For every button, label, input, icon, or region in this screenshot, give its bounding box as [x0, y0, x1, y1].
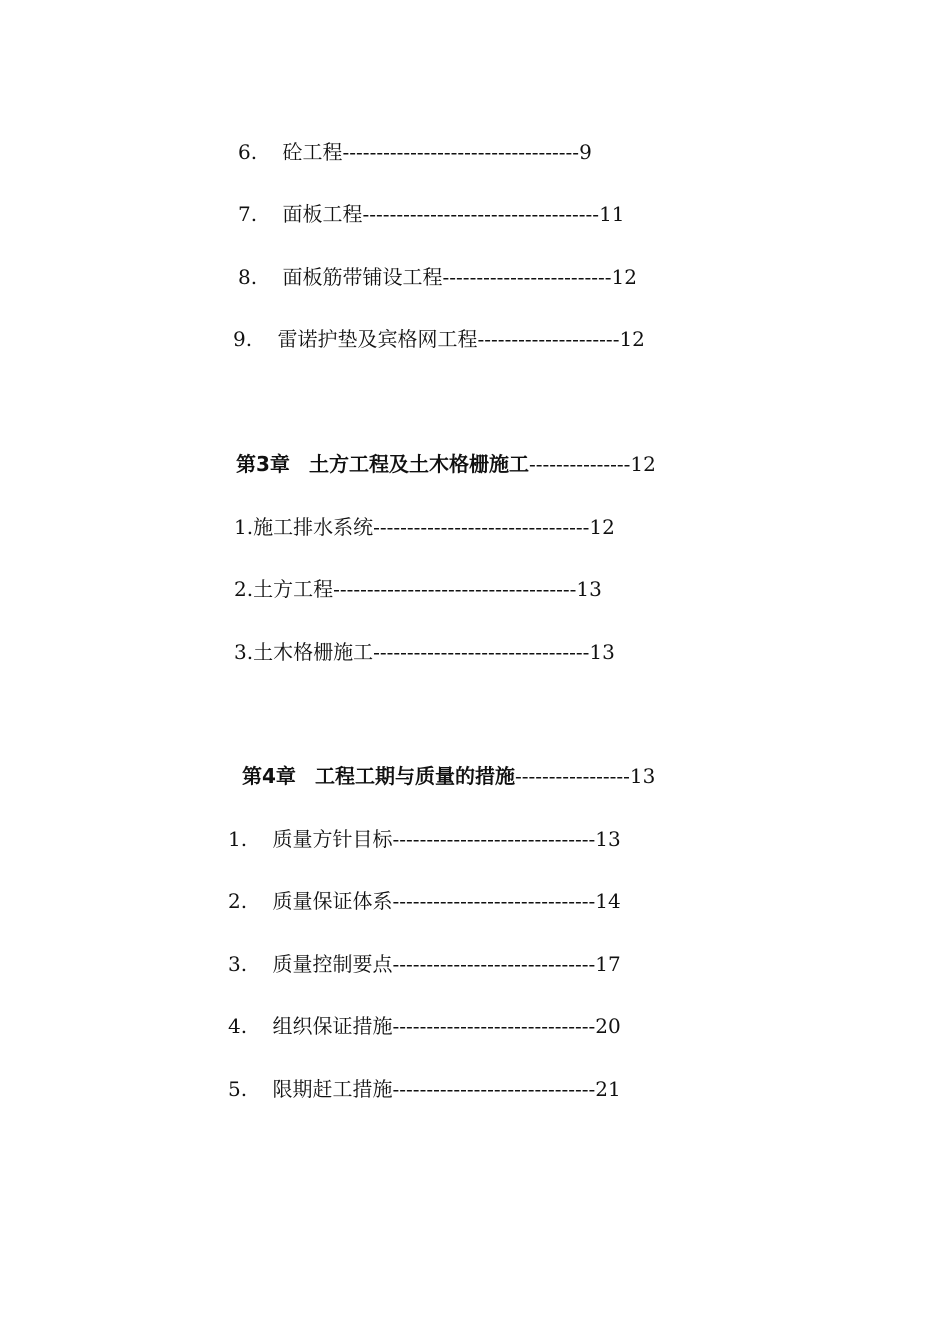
entry-title: 砼工程 — [282, 140, 343, 164]
toc-chapter-3 — [236, 451, 656, 477]
toc-entry-8 — [238, 264, 637, 290]
toc-entry-4-2 — [228, 888, 621, 914]
entry-title: 面板筋带铺设工程 — [282, 265, 443, 289]
entry-title: 土木格栅施工 — [253, 640, 374, 664]
entry-number: 5. — [228, 1077, 248, 1101]
entry-page: 14 — [595, 889, 621, 913]
entry-number: 7. — [238, 202, 258, 226]
entry-page: 12 — [619, 327, 645, 351]
chapter-number: 第4章 — [242, 764, 296, 788]
toc-entry-3-2 — [234, 576, 602, 602]
chapter-title: 土方工程及土木格栅施工 — [309, 452, 529, 476]
chapter-number: 第3章 — [236, 452, 290, 476]
entry-number: 6. — [238, 140, 258, 164]
entry-page: 20 — [595, 1014, 621, 1038]
dot-leader: ------------------------------------ — [333, 577, 577, 601]
toc-entry-4-5 — [228, 1076, 621, 1102]
entry-number: 9. — [233, 327, 253, 351]
toc-entry-4-3 — [228, 951, 621, 977]
dot-leader: ------------------------------ — [392, 952, 596, 976]
toc-chapter-4 — [242, 763, 655, 789]
entry-number: 2. — [228, 889, 248, 913]
entry-title: 面板工程 — [282, 202, 363, 226]
toc-entry-4-4 — [228, 1013, 621, 1039]
entry-title: 施工排水系统 — [253, 515, 374, 539]
dot-leader: ------------------------------ — [392, 827, 596, 851]
dot-leader: ----------------------------------- — [362, 202, 600, 226]
dot-leader: ------------------------------ — [392, 889, 596, 913]
entry-number: 4. — [228, 1014, 248, 1038]
entry-title: 质量控制要点 — [272, 952, 393, 976]
entry-page: 12 — [589, 515, 615, 539]
entry-page: 13 — [576, 577, 602, 601]
toc-entry-7 — [238, 201, 625, 227]
entry-number: 3. — [234, 640, 254, 664]
entry-title: 土方工程 — [253, 577, 334, 601]
entry-page: 9 — [579, 140, 592, 164]
entry-title: 雷诺护垫及宾格网工程 — [277, 327, 478, 351]
entry-page: 13 — [589, 640, 615, 664]
entry-number: 1. — [234, 515, 254, 539]
entry-number: 8. — [238, 265, 258, 289]
dot-leader: --------------- — [529, 452, 631, 476]
entry-page: 12 — [630, 452, 656, 476]
chapter-title: 工程工期与质量的措施 — [315, 764, 515, 788]
entry-number: 3. — [228, 952, 248, 976]
entry-title: 质量方针目标 — [272, 827, 393, 851]
entry-number: 1. — [228, 827, 248, 851]
entry-page: 13 — [629, 764, 656, 788]
toc-entry-6 — [238, 139, 592, 165]
entry-page: 13 — [595, 827, 621, 851]
dot-leader: ------------------------- — [442, 265, 612, 289]
entry-title: 组织保证措施 — [272, 1014, 393, 1038]
toc-entry-9 — [233, 326, 645, 352]
entry-page: 21 — [595, 1077, 621, 1101]
dot-leader: ------------------------------ — [392, 1014, 596, 1038]
entry-page: 12 — [611, 265, 637, 289]
toc-entry-3-3 — [234, 639, 615, 665]
entry-page: 11 — [599, 202, 625, 226]
entry-title: 限期赶工措施 — [272, 1077, 393, 1101]
toc-entry-3-1 — [234, 514, 615, 540]
toc-entry-4-1 — [228, 826, 621, 852]
dot-leader: ------------------------------ — [392, 1077, 596, 1101]
entry-title: 质量保证体系 — [272, 889, 393, 913]
dot-leader: ----------------------------------- — [342, 140, 580, 164]
dot-leader: -------------------------------- — [373, 515, 590, 539]
dot-leader: -------------------------------- — [373, 640, 590, 664]
entry-number: 2. — [234, 577, 254, 601]
dot-leader: ----------------- — [515, 764, 630, 788]
entry-page: 17 — [595, 952, 621, 976]
dot-leader: --------------------- — [477, 327, 620, 351]
